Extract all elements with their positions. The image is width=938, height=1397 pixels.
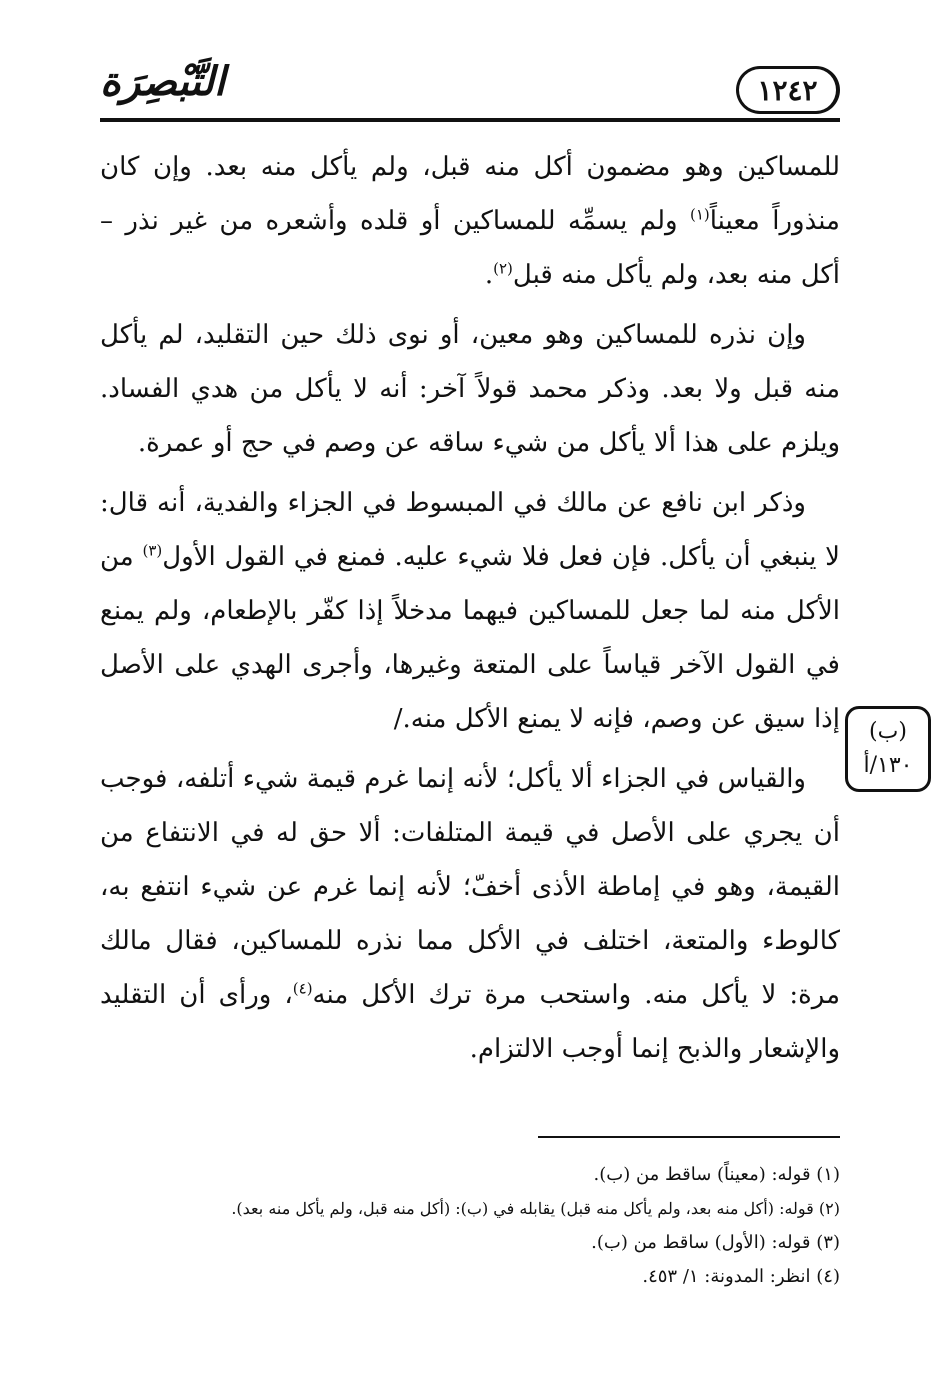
margin-note-source: (ب) [869,719,907,744]
text-segment: للمساكين وهو مضمون أكل منه قبل، ولم يأكل منه بعد. وإن كان منذوراً معيناً [100,152,840,236]
text-segment: ، ورأى أن التقليد والإشعار والذبح إنما أوجب الالتزام. [100,980,840,1064]
footnote-ref-4: (٤) [292,979,313,998]
footnote-ref-2: (٢) [493,259,513,278]
header-rule [100,118,840,122]
footnote-ref-3: (٣) [142,541,163,560]
paragraph-3 [100,476,840,746]
page-number-badge [736,66,840,114]
footnote-ref-1: (١) [689,205,710,224]
text-segment: وذكر ابن نافع عن مالك في المبسوط في الجزاء والفدية، أنه قال: لا ينبغي أن يأكل. فإن فعل فلا شيء عليه. فمنع في القول الأول [100,488,841,572]
paragraph-1 [100,140,840,302]
text-segment: من الأكل منه لما جعل للمساكين فيهما مدخلاً إذا كفّر بالإطعام، ولم يمنع في القول الآخر قياساً على المتعة وغيرها، وأجرى الهدي على الأصل إذا سيق عن وصم، فإنه لا يمنع الأكل منه./ [100,542,840,734]
text-segment: والقياس في الجزاء ألا يأكل؛ لأنه إنما غرم قيمة شيء أتلفه، فوجب أن يجري على الأصل في قيمة المتلفات: ألا حق له في الانتفاع من القيمة، وهو في إماطة الأذى أخفّ؛ لأنه إنما غرم عن شيء انتفع به، كالوطء والمتعة، اختلف في الأكل مما نذره للمساكين، فقال مالك مرة: لا يأكل منه. واستحب مرة ترك الأكل منه [100,764,841,1010]
footnote-2: (٢) قوله: (أكل منه بعد، ولم يأكل منه قبل) يقابله في (ب): (أكل منه قبل، ولم يأكل منه بعد). [231,1199,840,1218]
book-title: التَّبْصِرَة [100,58,226,105]
manuscript-margin-note [845,706,931,792]
page-number: ١٢٤٢ [757,73,818,107]
footnotes [100,1158,840,1294]
footnote-1: (١) قوله: (معيناً) ساقط من (ب). [593,1164,840,1185]
paragraph-2: وإن نذره للمساكين وهو معين، أو نوى ذلك حين التقليد، لم يأكل منه قبل ولا بعد. وذكر محمد قولاً آخر: أنه لا يأكل من هدي الفساد. ويلزم على هذا ألا يأكل من شيء ساقه عن وصم في حج أو عمرة. [100,320,840,458]
margin-note-folio: ١٣٠/أ [863,753,913,778]
text-segment: . [484,260,494,290]
footnote-4: (٤) انظر: المدونة: ١/ ٤٥٣. [642,1266,840,1287]
footnote-separator [538,1136,840,1138]
footnote-3: (٣) قوله: (الأول) ساقط من (ب). [591,1232,840,1253]
text-segment: ولم يسمِّه للمساكين أو قلده وأشعره من غير نذر – أكل منه بعد، ولم يأكل منه قبل [100,206,840,290]
page-header [100,52,840,122]
main-text [100,140,840,1082]
paragraph-4 [100,752,840,1076]
